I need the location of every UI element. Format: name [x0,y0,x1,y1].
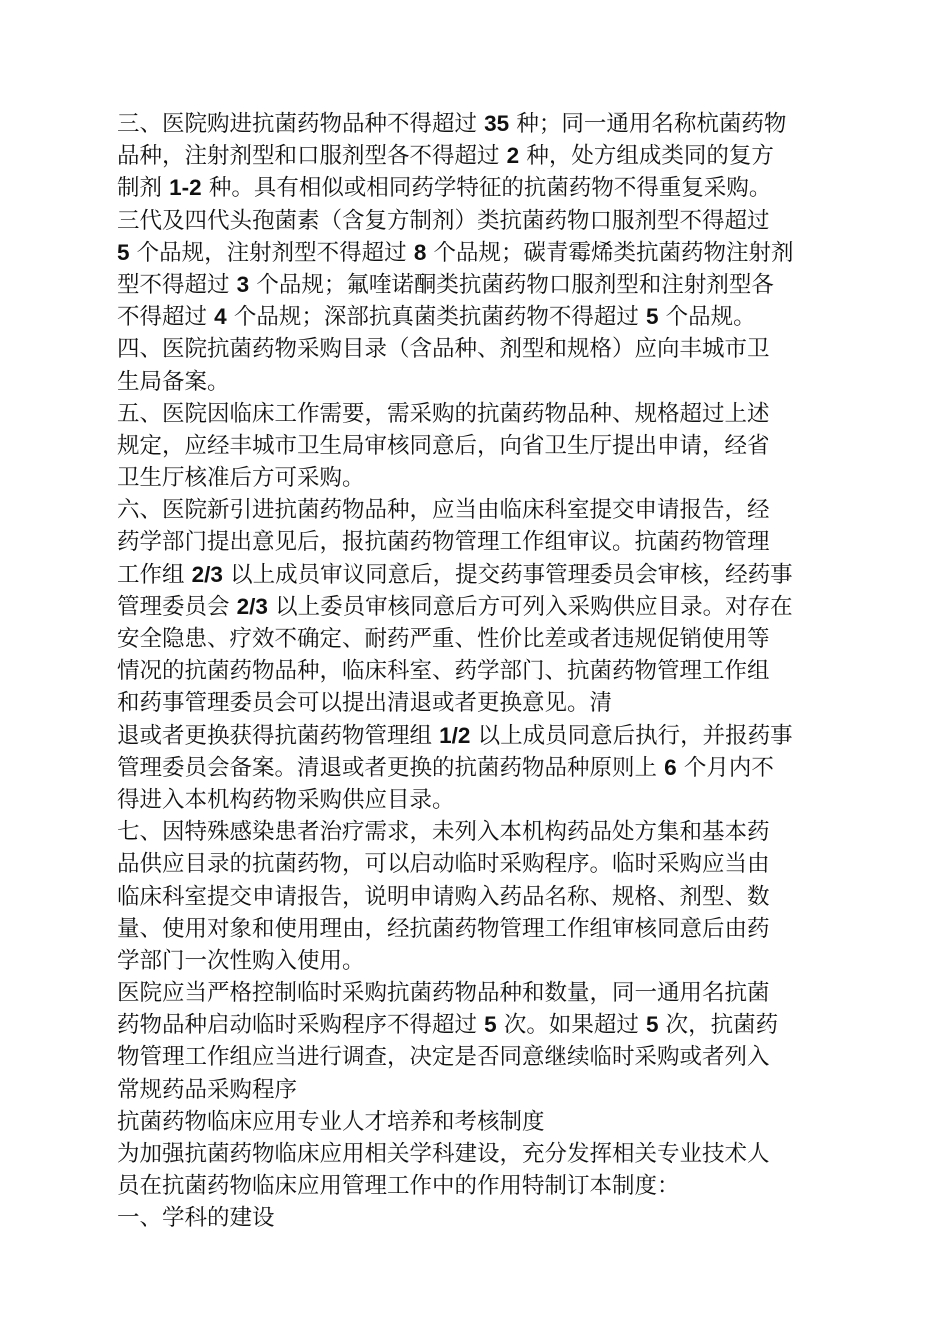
text-line: 三代及四代头孢菌素（含复方制剂）类抗菌药物口服剂型不得超过 [117,207,770,234]
text-line: 临床科室提交申请报告，说明申请购入药品名称、规格、剂型、数 [117,883,770,910]
text-line: 常规药品采购程序 [117,1076,298,1103]
text-line: 量、使用对象和使用理由，经抗菌药物管理工作组审核同意后由药 [117,915,770,942]
text-line: 情况的抗菌药物品种，临床科室、药学部门、抗菌药物管理工作组 [117,658,770,685]
text-line: 一、学科的建设 [117,1205,275,1232]
text-line: 型不得超过 3 个品规；氟喹诺酮类抗菌药物口服剂型和注射剂型各 [117,271,774,298]
text-line: 不得超过 4 个品规；深部抗真菌类抗菌药物不得超过 5 个品规。 [117,304,756,331]
text-line: 员在抗菌药物临床应用管理工作中的作用特制订本制度： [117,1173,680,1200]
text-line: 生局备案。 [117,368,230,395]
text-line: 七、因特殊感染患者治疗需求，未列入本机构药品处方集和基本药 [117,819,770,846]
text-line: 医院应当严格控制临时采购抗菌药物品种和数量，同一通用名抗菌 [117,980,770,1007]
text-line: 得进入本机构药物采购供应目录。 [117,786,455,813]
text-line: 管理委员会备案。清退或者更换的抗菌药物品种原则上 6 个月内不 [117,754,774,781]
text-line: 药物品种启动临时采购程序不得超过 5 次。如果超过 5 次，抗菌药 [117,1012,779,1039]
text-line: 品种，注射剂型和口服剂型各不得超过 2 种，处方组成类同的复方 [117,143,774,170]
text-line: 退或者更换获得抗菌药物管理组 1/2 以上成员同意后执行，并报药事 [117,722,793,749]
text-line: 和药事管理委员会可以提出清退或者更换意见。清 [117,690,613,717]
text-line: 安全隐患、疗效不确定、耐药严重、性价比差或者违规促销使用等 [117,626,770,652]
text-line: 物管理工作组应当进行调查，决定是否同意继续临时采购或者列入 [117,1044,770,1071]
text-line: 六、医院新引进抗菌药物品种，应当由临床科室提交申请报告，经 [117,497,770,524]
text-line: 卫生厅核准后方可采购。 [117,465,365,492]
text-line: 品供应目录的抗菌药物，可以启动临时采购程序。临时采购应当由 [117,851,770,878]
text-line: 三、医院购进抗菌药物品种不得超过 35 种；同一通用名称杭菌药物 [117,111,787,137]
text-line: 为加强抗菌药物临床应用相关学科建设，充分发挥相关专业技术人 [117,1141,770,1167]
text-line: 5 个品规，注射剂型不得超过 8 个品规；碳青霉烯类抗菌药物注射剂 [117,239,794,266]
text-line: 规定，应经丰城市卫生局审核同意后，向省卫生厅提出申请，经省 [117,432,770,459]
text-line: 学部门一次性购入使用。 [117,947,365,974]
text-line: 药学部门提出意见后，报抗菌药物管理工作组审议。抗菌药物管理 [117,529,770,556]
section-heading: 抗菌药物临床应用专业人才培养和考核制度 [117,1108,545,1135]
document-body [117,108,839,1235]
text-line: 五、医院因临床工作需要，需采购的抗菌药物品种、规格超过上述 [117,400,770,427]
text-line: 管理委员会 2/3 以上委员审核同意后方可列入采购供应目录。对存在 [117,593,793,620]
text-line: 工作组 2/3 以上成员审议同意后，提交药事管理委员会审核，经药事 [117,561,793,588]
text-line: 四、医院抗菌药物采购目录（含品种、剂型和规格）应向丰城市卫 [117,336,770,363]
text-line: 制剂 1-2 种。具有相似或相同药学特征的抗菌药物不得重复采购。 [117,175,772,202]
